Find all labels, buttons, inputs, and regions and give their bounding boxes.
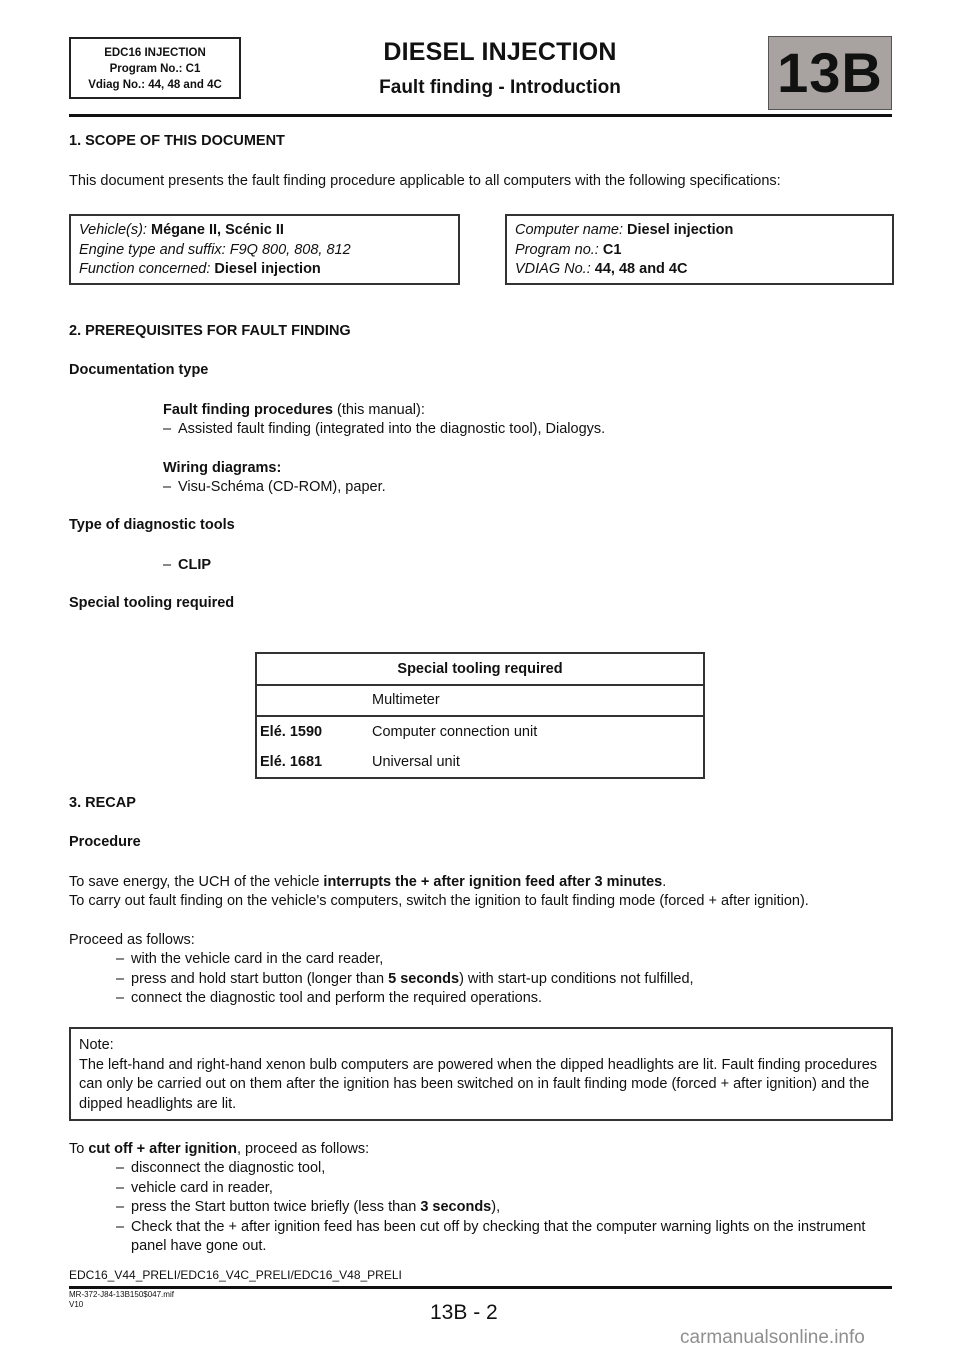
vehicle-line bbox=[79, 221, 450, 241]
cutoff-list bbox=[116, 1159, 891, 1257]
ff-procedures-bold: Fault finding procedures bbox=[163, 402, 333, 418]
vdiag-line bbox=[515, 260, 884, 280]
header-box-line-3: Vdiag No.: 44, 48 and 4C bbox=[88, 79, 222, 91]
vehicle-label: Vehicle(s): bbox=[79, 222, 151, 238]
table-row bbox=[257, 717, 703, 747]
computer-label: Computer name: bbox=[515, 222, 628, 238]
computer-value: Diesel injection bbox=[627, 222, 734, 238]
fault-finding-procedures-line bbox=[163, 401, 425, 421]
tool-desc: Computer connection unit bbox=[372, 724, 538, 740]
cutoff-intro: To cut off + after ignition, proceed as follows: bbox=[69, 1141, 370, 1157]
proceed-list bbox=[116, 950, 694, 1009]
vehicle-value: Mégane II, Scénic II bbox=[150, 222, 284, 238]
computer-spec-box bbox=[505, 214, 894, 285]
list-item: – press and hold start button (longer than 5 seconds) with start-up conditions not fulfilled, bbox=[116, 970, 694, 987]
diagnostic-tools-heading: Type of diagnostic tools bbox=[69, 517, 235, 533]
special-tooling-table bbox=[255, 652, 705, 779]
engine-line: Engine type and suffix: F9Q 800, 808, 812 bbox=[79, 241, 351, 258]
page-number: 13B - 2 bbox=[430, 1301, 498, 1324]
procedure-heading: Procedure bbox=[69, 834, 141, 850]
ff-procedures-rest: (this manual): bbox=[332, 402, 425, 418]
section-code-badge: 13B bbox=[768, 36, 892, 110]
table-row bbox=[257, 686, 703, 717]
section-3-heading: 3. RECAP bbox=[69, 795, 136, 811]
ff-procedures-item: – Assisted fault finding (integrated into the diagnostic tool), Dialogys. bbox=[163, 421, 606, 437]
note-box bbox=[69, 1027, 893, 1121]
program-label: Program no.: bbox=[515, 241, 603, 258]
program-line bbox=[515, 241, 884, 261]
special-tooling-heading: Special tooling required bbox=[69, 595, 235, 611]
fault-mode-paragraph: To carry out fault finding on the vehicle's computers, switch the ignition to fault finding mode (forced + after ignition). bbox=[69, 893, 809, 909]
note-title: Note: bbox=[79, 1037, 114, 1053]
footer-mif-file: MR-372-J84-13B150$047.mif bbox=[69, 1290, 174, 1299]
header-box-line-1: EDC16 INJECTION bbox=[104, 47, 206, 59]
list-item: – with the vehicle card in the card reader, bbox=[116, 951, 384, 967]
list-item: – connect the diagnostic tool and perform the required operations. bbox=[116, 990, 543, 1006]
footer-divider bbox=[69, 1286, 892, 1289]
page-title: DIESEL INJECTION bbox=[383, 38, 617, 66]
note-text: The left-hand and right-hand xenon bulb computers are powered when the dipped headlights are lit. Fault finding procedures can only be carried out on them after the ignition has been switched on in fault finding mode (forced + after ignition) and the dipped headlights are lit. bbox=[79, 1056, 878, 1112]
list-item: – vehicle card in reader, bbox=[116, 1179, 273, 1196]
tooling-table-header: Special tooling required bbox=[257, 654, 703, 686]
section-1-intro: This document presents the fault finding procedure applicable to all computers with the following specifications: bbox=[69, 173, 781, 189]
header-divider bbox=[69, 114, 892, 117]
function-line bbox=[79, 260, 450, 280]
footer-version: V10 bbox=[69, 1300, 84, 1309]
vdiag-value: 44, 48 and 4C bbox=[594, 261, 688, 277]
vehicle-spec-box bbox=[69, 214, 460, 285]
header-box-line-2: Program No.: C1 bbox=[109, 63, 201, 75]
documentation-type-heading: Documentation type bbox=[69, 362, 209, 378]
section-1-heading: 1. SCOPE OF THIS DOCUMENT bbox=[69, 133, 285, 149]
page-subtitle: Fault finding - Introduction bbox=[379, 77, 621, 98]
watermark-link[interactable]: carmanualsonline.info bbox=[680, 1327, 865, 1348]
proceed-intro: Proceed as follows: bbox=[69, 932, 195, 948]
section-2-heading: 2. PREREQUISITES FOR FAULT FINDING bbox=[69, 323, 351, 339]
function-label: Function concerned: bbox=[79, 261, 215, 277]
program-value: C1 bbox=[602, 241, 622, 258]
computer-line bbox=[515, 221, 884, 241]
diagnostic-tool-item: – CLIP bbox=[163, 557, 212, 573]
energy-paragraph: To save energy, the UCH of the vehicle interrupts the + after ignition feed after 3 minutes. bbox=[69, 874, 667, 890]
tool-desc: Multimeter bbox=[372, 692, 440, 708]
list-item: – disconnect the diagnostic tool, bbox=[116, 1160, 326, 1176]
list-item: – press the Start button twice briefly (less than 3 seconds), bbox=[116, 1199, 501, 1215]
table-row bbox=[257, 747, 703, 777]
list-item: – Check that the + after ignition feed has been cut off by checking that the computer warning lights on the instrument panel have gone out. bbox=[116, 1218, 866, 1254]
footer-reference: EDC16_V44_PRELI/EDC16_V4C_PRELI/EDC16_V48_PRELI bbox=[69, 1268, 402, 1282]
tool-ref: Elé. 1590 bbox=[260, 724, 323, 740]
wiring-diagrams-item: – Visu-Schéma (CD-ROM), paper. bbox=[163, 479, 386, 495]
header-info-box bbox=[69, 37, 241, 99]
wiring-diagrams-heading: Wiring diagrams: bbox=[163, 460, 282, 476]
tool-desc: Universal unit bbox=[372, 754, 460, 770]
footer-file-info bbox=[69, 1290, 174, 1310]
vdiag-label: VDIAG No.: bbox=[515, 261, 595, 277]
function-value: Diesel injection bbox=[214, 261, 321, 277]
tool-ref: Elé. 1681 bbox=[260, 754, 323, 770]
